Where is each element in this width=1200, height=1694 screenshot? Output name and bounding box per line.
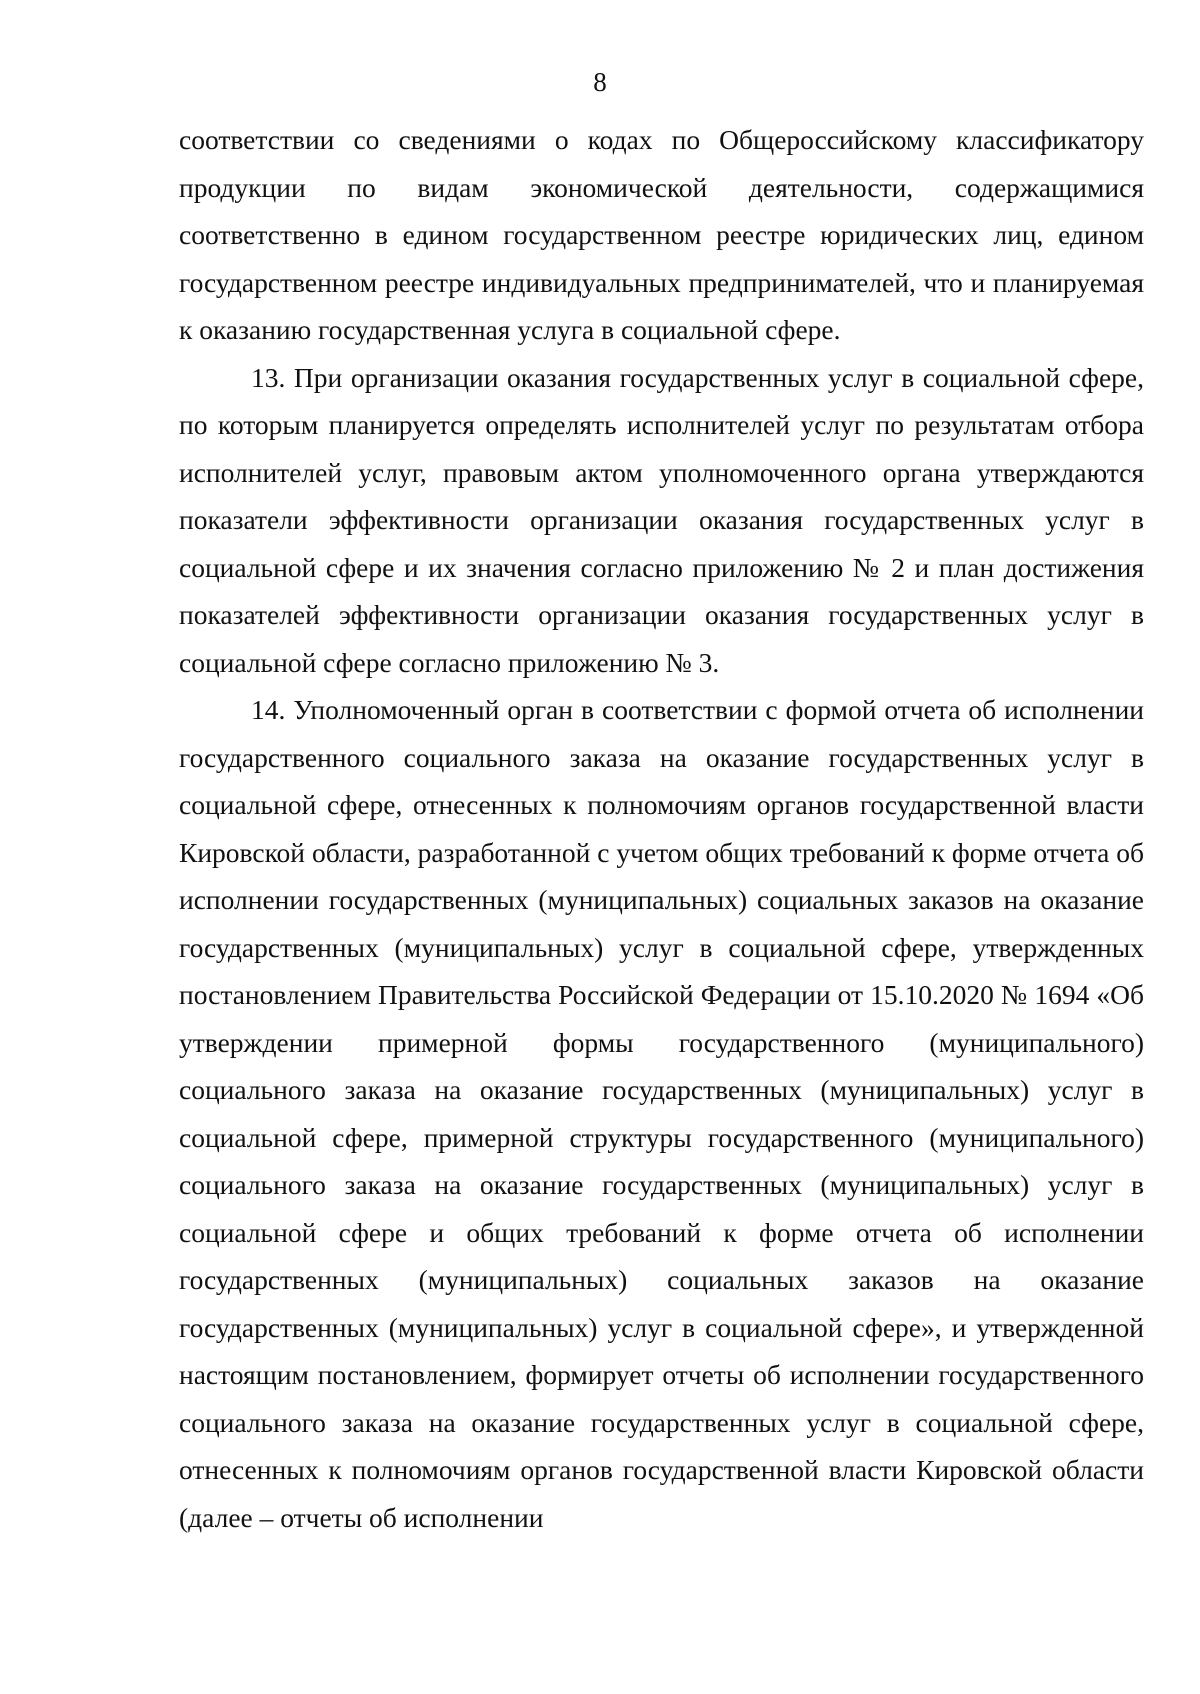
paragraph-item-13: 13. При организации оказания государственных услуг в социальной сфере, по которым планируется определять исполнителей услуг по результатам отбора исполнителей услуг, правовым актом уполномоченного органа утверждаются показатели эффективности организации оказания государственных услуг в социальной сфере и их значения согласно приложению № 2 и план достижения показателей эффективности организации оказания государственных услуг в социальной сфере согласно приложению № 3. (179, 361, 1144, 678)
paragraph-continuation: соответствии со сведениями о кодах по Общероссийскому классификатору продукции по видам экономической деятельности, содержащимися соответственно в едином государственном реестре юридических лиц, едином государственном реестре индивидуальных предпринимателей, что и планируемая к оказанию государственная услуга в социальной сфере. (179, 124, 1144, 345)
paragraph-item-14: 14. Уполномоченный орган в соответствии с формой отчета об исполнении государственного социального заказа на оказание государственных услуг в социальной сфере, отнесенных к полномочиям органов государственной власти Кировской области, разработанной с учетом общих требований к форме отчета об исполнении государственных (муниципальных) социальных заказов на оказание государственных (муниципальных) услуг в социальной сфере, утвержденных постановлением Правительства Российской Федерации от 15.10.2020 № 1694 «Об утверждении примерной формы государственного (муниципального) социального заказа на оказание государственных (муниципальных) услуг в социальной сфере, примерной структуры государственного (муниципального) социального заказа на оказание государственных (муниципальных) услуг в социальной сфере и общих требований к форме отчета об исполнении государственных (муниципальных) социальных заказов на оказание государственных (муниципальных) услуг в социальной сфере», и утвержденной настоящим постановлением, формирует отчеты об исполнении государственного социального заказа на оказание государственных услуг в социальной сфере, отнесенных к полномочиям органов государственной власти Кировской области (далее – отчеты об исполнении (179, 694, 1144, 1533)
page-number: 8 (593, 67, 607, 97)
document-body (179, 116, 1144, 1541)
